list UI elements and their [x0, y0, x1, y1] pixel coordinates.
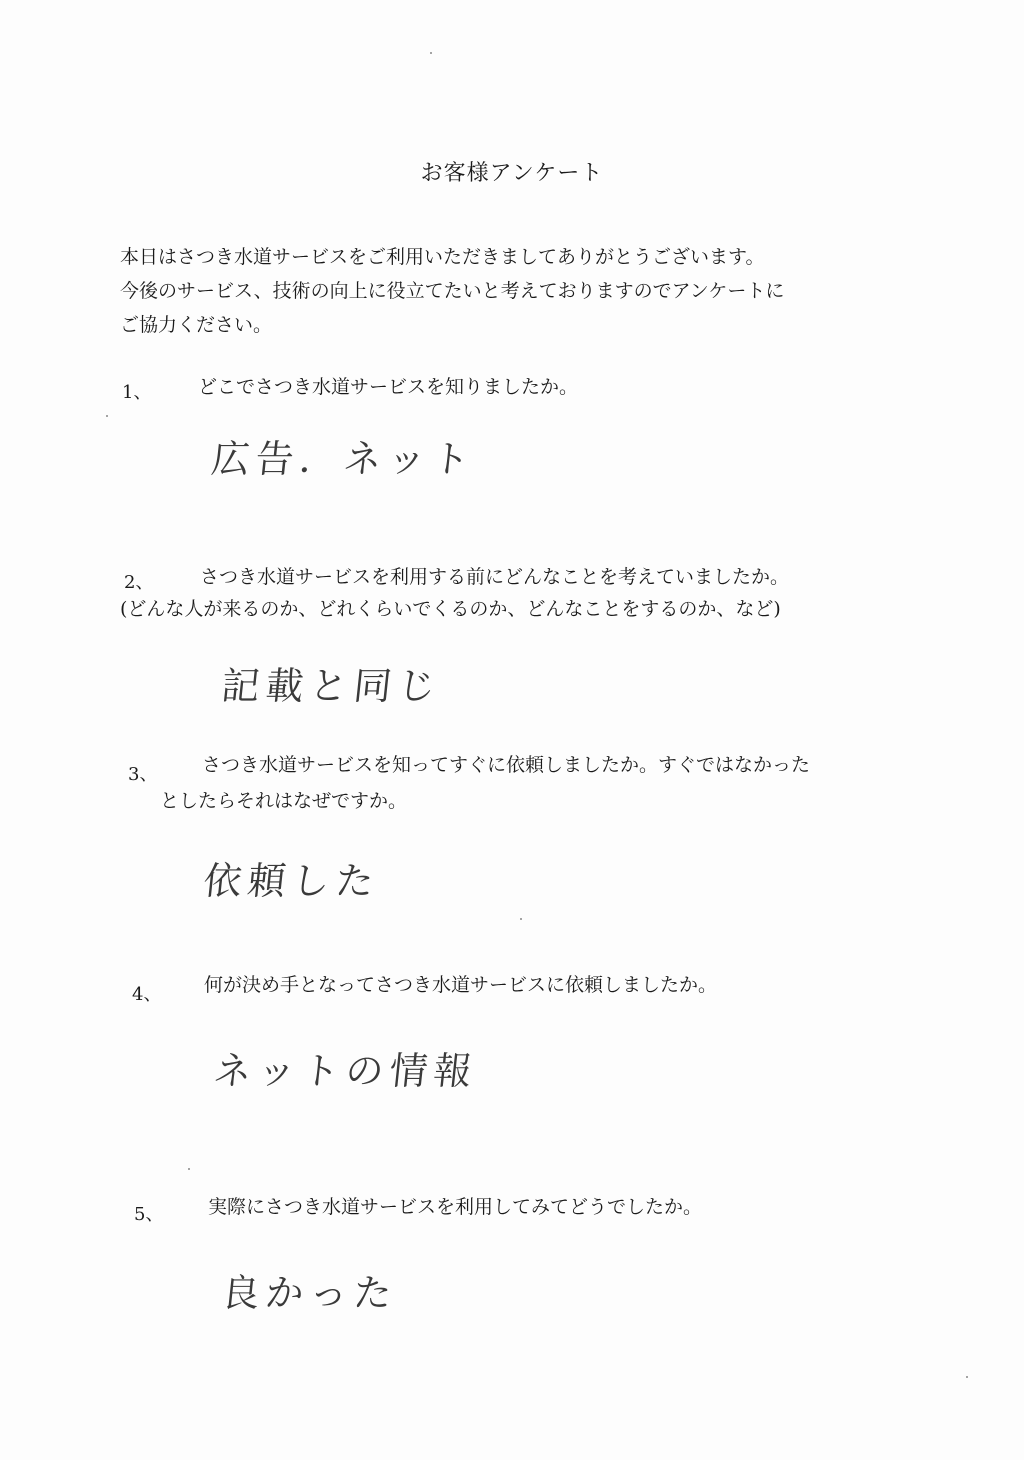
intro-line: 本日はさつき水道サービスをご利用いただきましてありがとうございます。: [120, 246, 765, 268]
question-1-text: どこでさつき水道サービスを知りましたか。: [198, 376, 579, 398]
question-2-text-line-1: さつき水道サービスを利用する前にどんなことを考えていましたか。: [200, 566, 790, 588]
scan-speck: [106, 415, 108, 417]
answer-4-handwritten: ネットの情報: [211, 1049, 480, 1093]
answer-2-handwritten: 記載と同じ: [219, 664, 444, 708]
question-3-text-line-2: としたらそれはなぜですか。: [160, 790, 408, 812]
scan-speck: [520, 918, 522, 920]
question-5-number: 5、: [134, 1204, 164, 1225]
question-4-number: 4、: [132, 984, 162, 1005]
answer-3-handwritten: 依頼した: [201, 859, 382, 903]
answer-5-handwritten: 良かった: [219, 1271, 400, 1315]
question-3-number: 3、: [128, 764, 158, 785]
question-1-number: 1、: [122, 382, 152, 403]
survey-title: お客様アンケート: [420, 161, 604, 186]
question-3-text-line-1: さつき水道サービスを知ってすぐに依頼しましたか。すぐではなかった: [202, 754, 811, 776]
question-5-text: 実際にさつき水道サービスを利用してみてどうでしたか。: [208, 1196, 703, 1218]
intro-line: ご協力ください。: [120, 314, 273, 336]
intro-line: 今後のサービス、技術の向上に役立てたいと考えておりますのでアンケートに: [120, 280, 785, 302]
answer-1-handwritten: 広告．ネット: [209, 437, 478, 481]
scan-speck: [430, 52, 432, 54]
question-2-number: 2、: [124, 572, 154, 593]
scan-speck: [188, 1168, 190, 1170]
intro-paragraph: [120, 240, 910, 342]
scan-speck: [966, 1376, 968, 1378]
question-2-text-line-2: (どんな人が来るのか、どれくらいでくるのか、どんなことをするのか、など): [120, 598, 781, 620]
question-4-text: 何が決め手となってさつき水道サービスに依頼しましたか。: [204, 974, 718, 996]
